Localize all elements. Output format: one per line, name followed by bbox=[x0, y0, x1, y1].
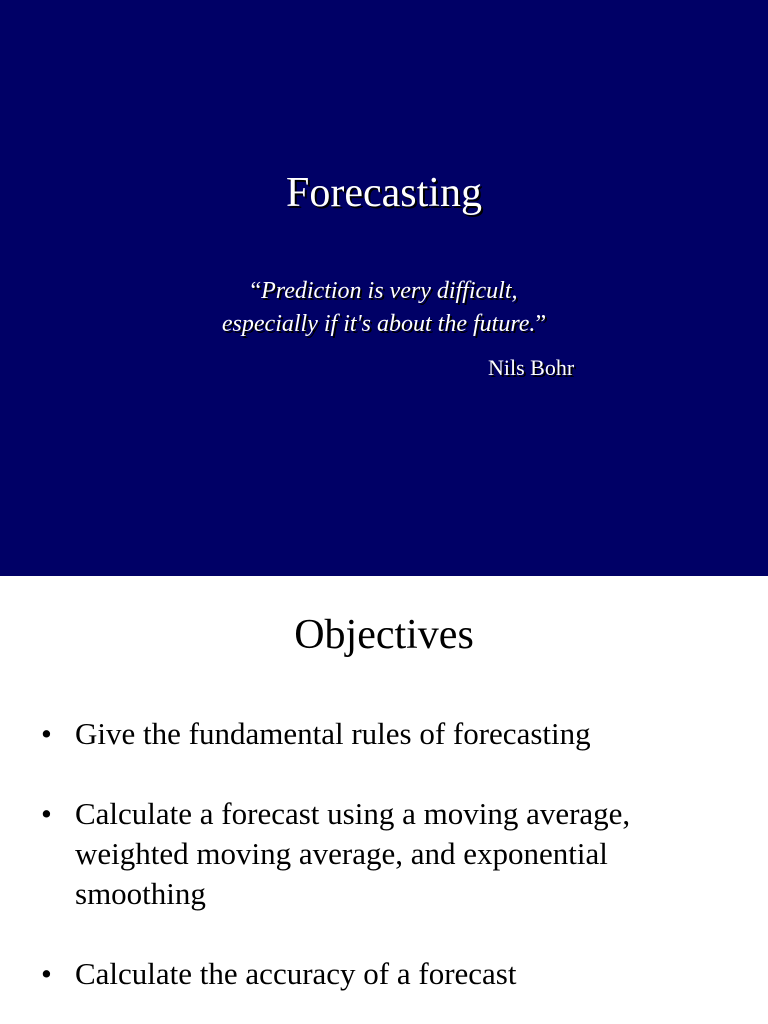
quote-close-mark: ” bbox=[535, 311, 547, 337]
quote-text-line-1: Prediction is very difficult, bbox=[261, 278, 518, 304]
objectives-title: Objectives bbox=[294, 612, 474, 658]
bullet-icon: • bbox=[41, 956, 52, 991]
objectives-slide bbox=[0, 576, 768, 1024]
bullet-text: Calculate the accuracy of a forecast bbox=[75, 956, 517, 991]
objectives-list bbox=[0, 714, 768, 1024]
bullet-icon: • bbox=[41, 716, 52, 751]
quote-text-line-2: especially if it's about the future. bbox=[221, 311, 536, 337]
bullet-text: Calculate a forecast using a moving average, weighted moving average, and exponential smoothing bbox=[75, 796, 631, 911]
list-item bbox=[0, 714, 768, 754]
quote-open-mark: “ bbox=[250, 278, 262, 304]
quote-author: Nils Bohr bbox=[488, 355, 575, 380]
list-item bbox=[0, 794, 768, 914]
bullet-icon: • bbox=[41, 796, 52, 831]
quote bbox=[0, 275, 768, 341]
quote-line-2 bbox=[0, 308, 768, 341]
quote-line-1 bbox=[0, 275, 768, 308]
list-item bbox=[0, 954, 768, 994]
bullet-text: Give the fundamental rules of forecasting bbox=[75, 716, 591, 751]
slide-title: Forecasting bbox=[286, 170, 482, 216]
